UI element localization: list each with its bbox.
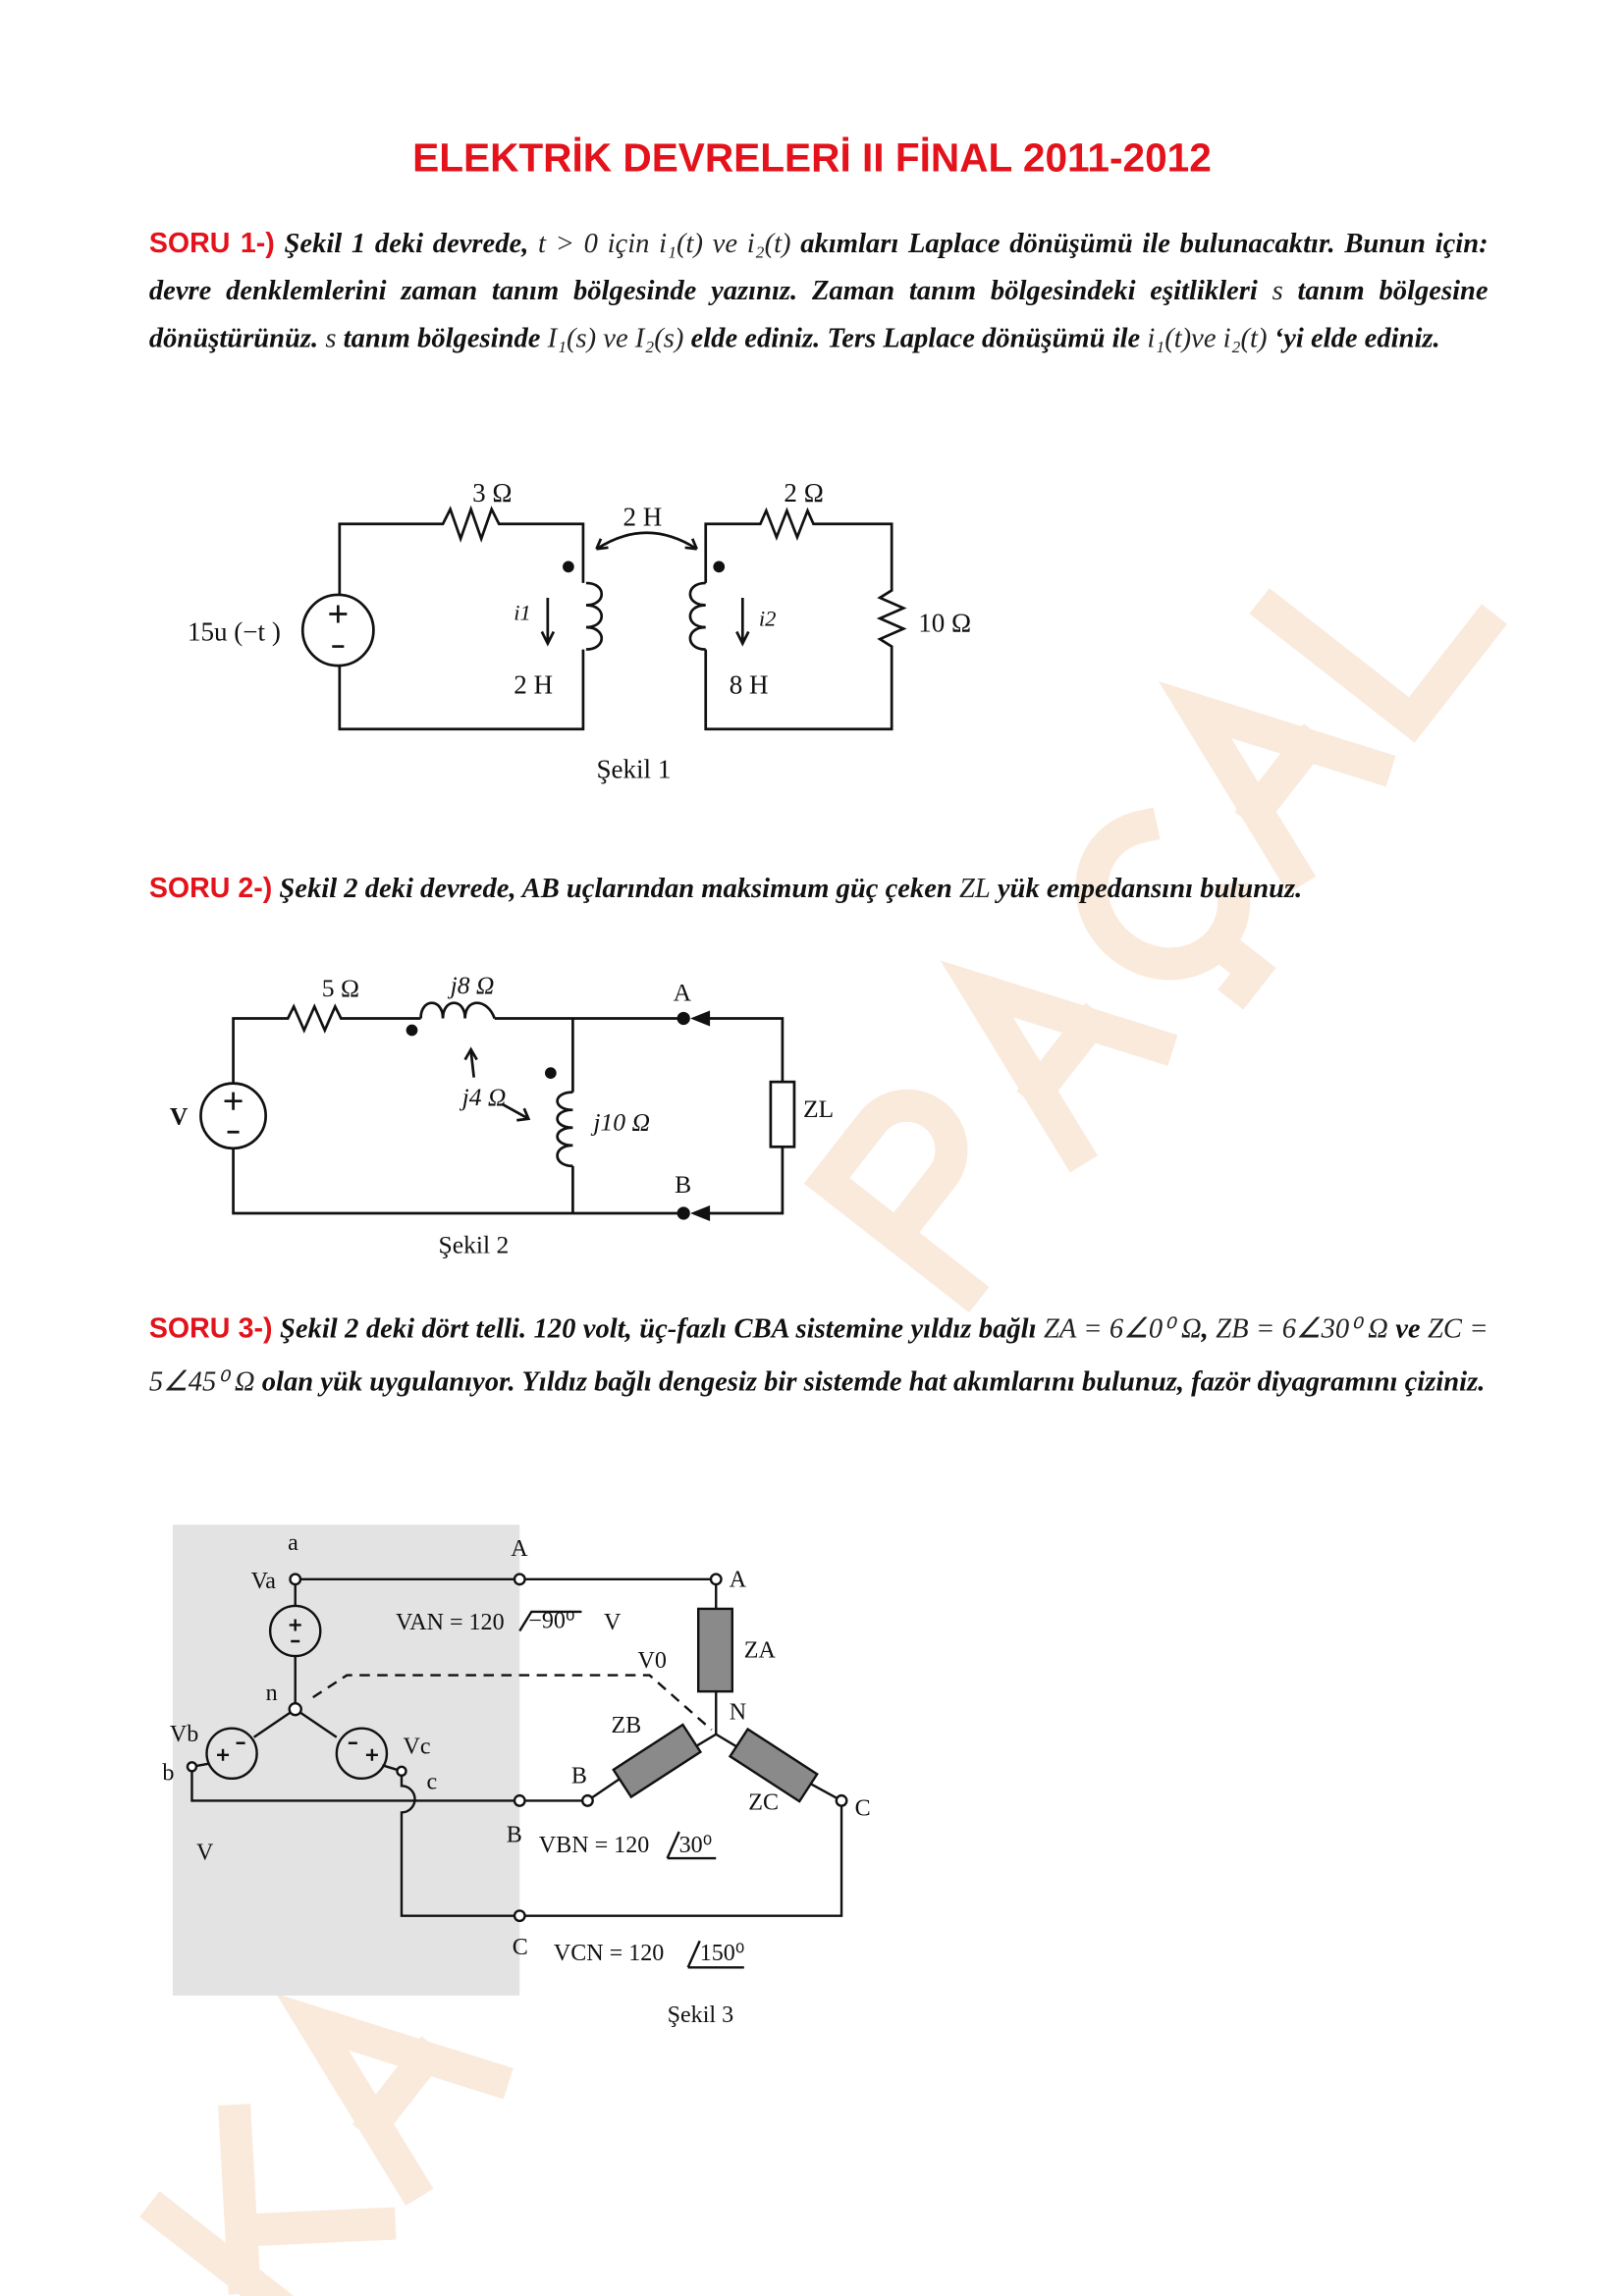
q1-text: akımları Laplace dönüşümü ile bulunacaktır. Bunun için: devre denklemlerini zaman tanım bölgesinde yazınız. Zaman tanım bölgesindeki eşitlikleri	[148, 229, 1489, 307]
node	[188, 1762, 196, 1771]
zb-label: ZB	[611, 1713, 642, 1739]
source-label: V	[169, 1101, 189, 1131]
node	[514, 1795, 525, 1806]
node	[290, 1575, 300, 1585]
source-label: 15u (−t )	[187, 616, 281, 647]
vbn-label: VBN = 120	[538, 1833, 650, 1859]
q3-text: ,	[1201, 1313, 1217, 1345]
terminal-c-label: C	[512, 1934, 528, 1960]
q1-text: Şekil 1 deki devrede,	[274, 229, 539, 260]
inductor-j10-label: j10 Ω	[593, 1107, 650, 1137]
q1-text: ‘yi elde ediniz.	[1267, 323, 1440, 354]
inductor-2-label: 8 H	[729, 669, 769, 700]
q2-math: ZL	[958, 874, 991, 905]
figure-3-caption: Şekil 3	[667, 2002, 734, 2028]
node	[397, 1767, 406, 1776]
node-n-label: n	[265, 1681, 278, 1707]
q3-math: ZC = 5∠45⁰ Ω	[148, 1313, 1489, 1398]
load-label: ZL	[802, 1095, 835, 1124]
i2-label: i2	[758, 606, 777, 631]
terminal-b-label: B	[506, 1822, 522, 1848]
node-c-label: c	[426, 1769, 438, 1795]
load-a-label: A	[729, 1567, 747, 1593]
q1-text: tanım bölgesine dönüştürünüz.	[148, 276, 1489, 354]
q1-math: i₁(t)ve i₂(t)	[1147, 323, 1268, 354]
q3-math: ZA = 6∠0⁰ Ω	[1043, 1313, 1202, 1345]
node	[290, 1703, 301, 1715]
van-label: VAN = 120	[395, 1609, 505, 1635]
node-b-label: b	[162, 1760, 175, 1787]
van-angle: −90⁰	[528, 1608, 575, 1634]
mutual-label: 2 H	[623, 502, 663, 532]
q1-math: s	[325, 323, 337, 354]
terminal-a-label: A	[673, 978, 692, 1007]
za-label: ZA	[743, 1637, 776, 1664]
vc-label: Vc	[403, 1734, 431, 1760]
source-shaded-area	[173, 1524, 519, 1996]
impedance-za-box	[698, 1609, 732, 1691]
node	[837, 1795, 847, 1806]
q2-text: Şekil 2 deki devrede, AB uçlarından maksimum güç çeken	[272, 874, 959, 905]
q3-text: ve	[1387, 1313, 1428, 1345]
node	[711, 1575, 722, 1585]
q3-math: ZB = 6∠30⁰ Ω	[1216, 1313, 1388, 1345]
page-title: ELEKTRİK DEVRELERİ II FİNAL 2011-2012	[412, 135, 1212, 181]
q3-text: olan yük uygulanıyor. Yıldız bağlı dengesiz bir sistemde hat akımlarını bulunuz, fazör diyagramını çiziniz.	[254, 1366, 1486, 1398]
mutual-label: j4 Ω	[461, 1083, 507, 1112]
terminal-a-label: A	[511, 1535, 528, 1562]
vbn-angle: 30⁰	[678, 1833, 713, 1859]
q1-math: s	[1272, 276, 1283, 307]
question-2-label: SORU 2-)	[148, 874, 273, 905]
figure-2-caption: Şekil 2	[438, 1230, 510, 1259]
q2-text: yük empedansını bulunuz.	[990, 874, 1303, 905]
vcn-angle: 150⁰	[699, 1940, 745, 1966]
va-label: Va	[250, 1568, 276, 1594]
q3-text: Şekil 2 deki dört telli. 120 volt, üç-fazlı CBA sistemine yıldız bağlı	[272, 1313, 1044, 1345]
resistor-2-label: 2 Ω	[784, 478, 824, 508]
node	[514, 1575, 525, 1585]
resistor-10-label: 10 Ω	[918, 608, 972, 638]
v-label: V	[195, 1840, 214, 1866]
vcn-label: VCN = 120	[553, 1940, 665, 1966]
load-c-label: C	[854, 1795, 871, 1822]
q1-text: elde ediniz. Ters Laplace dönüşümü ile	[683, 323, 1148, 354]
i1-label: i1	[514, 600, 531, 625]
node-n-load-label: N	[729, 1699, 747, 1726]
vb-label: Vb	[169, 1722, 199, 1748]
node	[514, 1910, 525, 1921]
question-1-label: SORU 1-)	[148, 229, 275, 260]
van-unit: V	[603, 1609, 622, 1635]
q1-math: t > 0 için i₁(t) ve i₂(t)	[538, 229, 791, 260]
v0-label: V0	[637, 1648, 667, 1675]
node-a-label: a	[288, 1529, 298, 1556]
zc-label: ZC	[748, 1789, 780, 1816]
figure-1-caption: Şekil 1	[596, 754, 672, 784]
resistor-3-label: 3 Ω	[472, 478, 513, 508]
resistor-5-label: 5 Ω	[321, 973, 359, 1002]
q1-text: tanım bölgesinde	[336, 323, 548, 354]
q1-math: I₁(s) ve I₂(s)	[547, 323, 684, 354]
node	[582, 1795, 593, 1806]
terminal-b-label: B	[675, 1169, 692, 1199]
load-b-label: B	[570, 1763, 587, 1789]
inductor-j8-label: j8 Ω	[450, 970, 495, 999]
inductor-1-label: 2 H	[514, 669, 554, 700]
question-3-label: SORU 3-)	[148, 1313, 273, 1345]
